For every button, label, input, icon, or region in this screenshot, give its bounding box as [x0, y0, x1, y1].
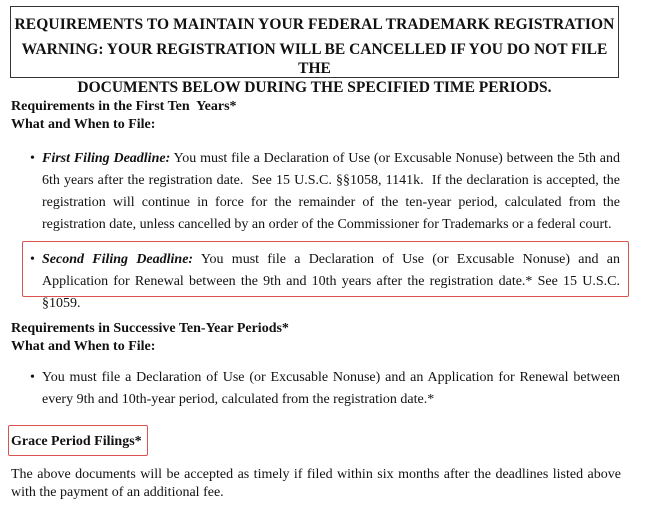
successive-renewal-text: You must file a Declaration of Use (or Excusable Nonuse) and an Application for Renewal between every 9th and 10th-year period, calculated from the registration date.*	[42, 370, 620, 407]
bullet-icon: •	[30, 151, 35, 166]
first-filing-deadline-label: First Filing Deadline:	[42, 151, 171, 166]
second-filing-deadline-label: Second Filing Deadline:	[42, 252, 194, 267]
first-ten-years-subtitle: What and When to File:	[11, 117, 156, 132]
grace-period-heading: Grace Period Filings*	[11, 434, 142, 449]
first-ten-years-title: Requirements in the First Ten Years*	[11, 99, 237, 114]
second-filing-deadline-text: You must file a Declaration of Use (or Excusable Nonuse) and an Application for Renewal between the 9th and 10th years after the registration date.* See 15 U.S.C. §1059.	[42, 252, 620, 311]
document-title: REQUIREMENTS TO MAINTAIN YOUR FEDERAL TRADEMARK REGISTRATION	[14, 16, 615, 33]
successive-periods-heading	[11, 320, 289, 356]
bullet-icon: •	[30, 370, 35, 385]
first-filing-deadline-item	[30, 148, 624, 236]
bullet-icon: •	[30, 252, 35, 267]
first-ten-years-heading	[11, 98, 237, 134]
warning-line-2: DOCUMENTS BELOW DURING THE SPECIFIED TIME PERIODS.	[77, 79, 552, 96]
grace-period-text: The above documents will be accepted as timely if filed within six months after the deadlines listed above with the payment of an additional fee.	[11, 467, 621, 500]
successive-periods-title: Requirements in Successive Ten-Year Periods*	[11, 321, 289, 336]
warning-text	[11, 40, 618, 97]
successive-renewal-item	[30, 367, 620, 411]
warning-header-box	[10, 6, 619, 96]
first-filing-deadline-text: You must file a Declaration of Use (or Excusable Nonuse) between the 5th and 6th years after the registration date. See 15 U.S.C. §§1058, 1141k. If the declaration is accepted, the registration will continue in force for the remainder of the ten-year period, calculated from the registration date, unless cancelled by an order of the Commissioner for Trademarks or a federal court.	[42, 151, 624, 232]
second-filing-deadline-item	[30, 249, 620, 315]
successive-periods-subtitle: What and When to File:	[11, 339, 156, 354]
warning-line-1: WARNING: YOUR REGISTRATION WILL BE CANCELLED IF YOU DO NOT FILE THE	[21, 41, 608, 77]
